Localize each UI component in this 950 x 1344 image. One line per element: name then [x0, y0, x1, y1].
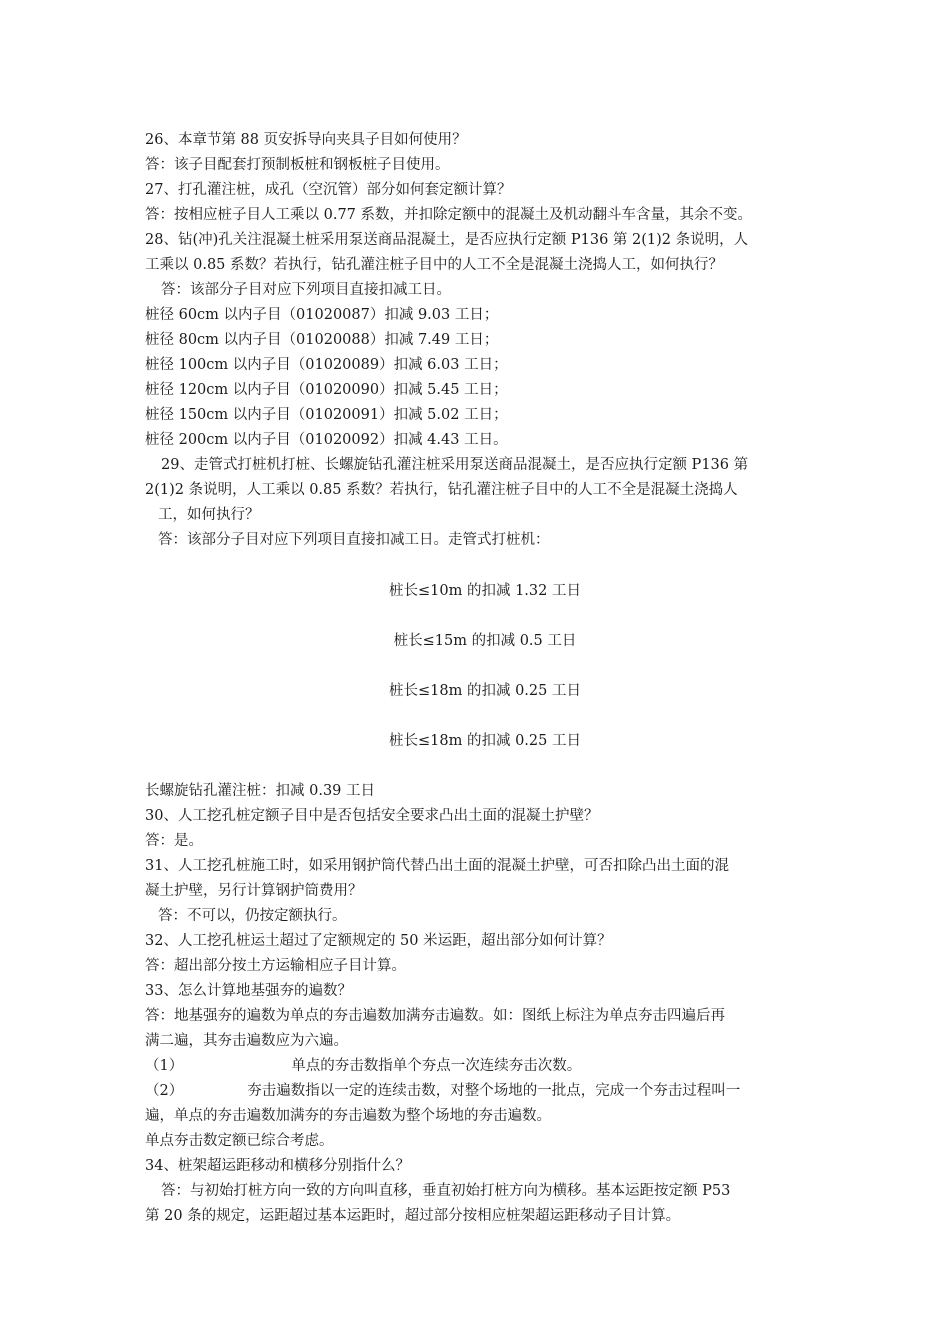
- note-2: [145, 1079, 825, 1104]
- question-32: 32、人工挖孔桩运土超过了定额规定的 50 米运距，超出部分如何计算？: [145, 933, 612, 949]
- answer-28: 答：该部分子目对应下列项目直接扣减工日。: [161, 282, 451, 298]
- question-26: 26、本章节第 88 页安拆导向夹具子目如何使用？: [145, 132, 467, 148]
- answer-34-line-1: 答：与初始打桩方向一致的方向叫直移，垂直初始打桩方向为横移。基本运距按定额 P53: [161, 1183, 731, 1199]
- answer-34-line-2: 第 20 条的规定，运距超过基本运距时，超过部分按相应桩架超运距移动子目计算。: [145, 1208, 681, 1224]
- answer-32: 答：超出部分按土方运输相应子目计算。: [145, 958, 406, 974]
- deduction-row: 桩径 200cm 以内子目（01020092）扣减 4.43 工日。: [145, 432, 508, 448]
- deduction-row: 桩径 80cm 以内子目（01020088）扣减 7.49 工日；: [145, 332, 499, 348]
- answer-33-line-1: 答：地基强夯的遍数为单点的夯击遍数加满夯击遍数。如：图纸上标注为单点夯击四遍后再: [145, 1008, 725, 1024]
- question-29-line-3: 工，如何执行？: [158, 507, 260, 523]
- note-2-continued: 遍，单点的夯击遍数加满夯的夯击遍数为整个场地的夯击遍数。: [145, 1108, 551, 1124]
- question-28-line-1: 28、钻(冲)孔关注混凝土桩采用泵送商品混凝土，是否应执行定额 P136 第 2(1)2 条说明，人: [145, 232, 749, 248]
- centered-deduction: 桩长≤15m 的扣减 0.5 工日: [393, 633, 577, 649]
- question-33: 33、怎么计算地基强夯的遍数？: [145, 983, 352, 999]
- note-1: [145, 1054, 825, 1079]
- answer-31: 答：不可以，仍按定额执行。: [158, 908, 347, 924]
- answer-33-line-2: 满二遍，其夯击遍数应为六遍。: [145, 1033, 348, 1049]
- note-2-label: （2）: [145, 1083, 184, 1099]
- question-34: 34、桩架超运距移动和横移分别指什么？: [145, 1158, 410, 1174]
- centered-deduction: 桩长≤18m 的扣减 0.25 工日: [389, 733, 581, 749]
- answer-29: 答：该部分子目对应下列项目直接扣减工日。走管式打桩机：: [158, 532, 550, 548]
- deduction-row: 桩径 60cm 以内子目（01020087）扣减 9.03 工日；: [145, 307, 499, 323]
- deduction-row: 桩径 100cm 以内子目（01020089）扣减 6.03 工日；: [145, 357, 508, 373]
- question-29-line-1: 29、走管式打桩机打桩、长螺旋钻孔灌注桩采用泵送商品混凝土，是否应执行定额 P136 第: [161, 457, 749, 473]
- answer-30: 答：是。: [145, 833, 203, 849]
- question-29-line-2: 2(1)2 条说明，人工乘以 0.85 系数？若执行，钻孔灌注桩子目中的人工不全是混凝土浇捣人: [145, 482, 738, 498]
- question-31-line-2: 凝土护壁，另行计算钢护筒费用？: [145, 883, 363, 899]
- answer-26: 答：该子目配套打预制板桩和钢板桩子目使用。: [145, 157, 450, 173]
- question-30: 30、人工挖孔桩定额子目中是否包括安全要求凸出土面的混凝土护壁？: [145, 808, 599, 824]
- centered-deduction: 桩长≤18m 的扣减 0.25 工日: [389, 683, 581, 699]
- note-1-text: 单点的夯击数指单个夯点一次连续夯击次数。: [291, 1058, 582, 1074]
- question-31-line-1: 31、人工挖孔桩施工时，如采用钢护筒代替凸出土面的混凝土护壁，可否扣除凸出土面的混: [145, 858, 729, 874]
- deduction-row: 桩径 120cm 以内子目（01020090）扣减 5.45 工日；: [145, 382, 508, 398]
- note-1-label: （1）: [145, 1058, 184, 1074]
- note-3: 单点夯击数定额已综合考虑。: [145, 1133, 334, 1149]
- question-28-line-2: 工乘以 0.85 系数？若执行，钻孔灌注桩子目中的人工不全是混凝土浇捣人工，如何执行？: [145, 257, 723, 273]
- answer-27: 答：按相应桩子目人工乘以 0.77 系数，并扣除定额中的混凝土及机动翻斗车含量，其余不变。: [145, 207, 752, 223]
- document-body: [145, 128, 825, 1229]
- answer-29-extra: 长螺旋钻孔灌注桩：扣减 0.39 工日: [145, 783, 376, 799]
- question-27: 27、打孔灌注桩，成孔（空沉管）部分如何套定额计算？: [145, 182, 512, 198]
- centered-deduction: 桩长≤10m 的扣减 1.32 工日: [389, 583, 581, 599]
- deduction-row: 桩径 150cm 以内子目（01020091）扣减 5.02 工日；: [145, 407, 508, 423]
- note-2-text: 夯击遍数指以一定的连续击数，对整个场地的一批点，完成一个夯击过程叫一: [247, 1083, 741, 1099]
